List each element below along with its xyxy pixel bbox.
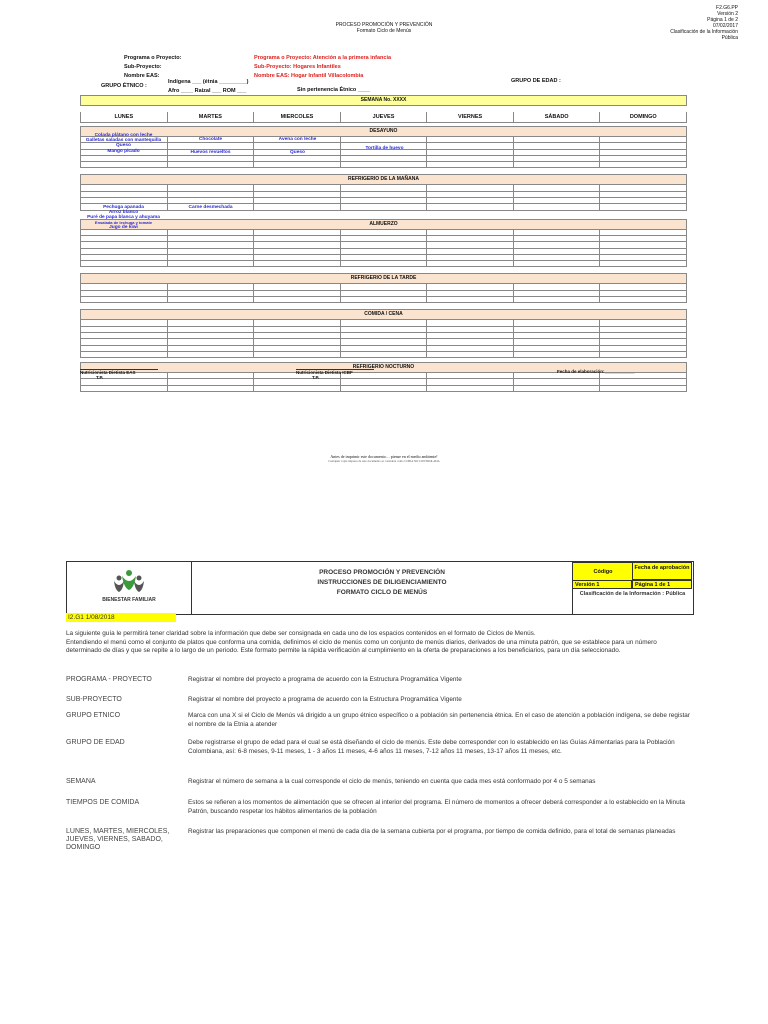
- menu-cell[interactable]: [600, 204, 687, 210]
- menu-cell[interactable]: [168, 297, 255, 303]
- version-cell: Versión 1: [572, 580, 632, 589]
- instructions-title1: PROCESO PROMOCIÓN Y PREVENCIÓN: [319, 569, 445, 576]
- menu-cell[interactable]: [81, 352, 168, 358]
- instruction-label: GRUPO ETNICO: [66, 712, 121, 719]
- signature-nutricionista-eas: [80, 369, 158, 380]
- doc-code: F2.G6.PP: [716, 5, 738, 11]
- instruction-label: LUNES, MARTES, MIERCOLES, JUEVES, VIERNES, SABADO, DOMINGO: [66, 828, 170, 851]
- menu-entry[interactable]: Carne desmechada: [188, 205, 233, 210]
- subproyecto-value[interactable]: Sub-Proyecto: Hogares Infantiles: [254, 64, 341, 70]
- nombre-eas-label: Nombre EAS:: [124, 73, 160, 79]
- semana-header: SEMANA No. XXXX: [80, 95, 687, 106]
- menu-cell[interactable]: [254, 386, 341, 392]
- instructions-titles: [192, 568, 572, 598]
- almuerzo-rows: [80, 230, 687, 268]
- menu-entry[interactable]: Queso: [290, 150, 305, 155]
- instruction-text: Registrar el nombre del proyecto a programa de acuerdo con la Estructura Programática Vigente: [188, 676, 462, 683]
- menu-cell[interactable]: [427, 204, 514, 210]
- environment-note-line2: Cualquier copia impresa de este documento se considera como COPIA NO CONTROLADA: [328, 459, 440, 463]
- document-header: [0, 22, 768, 34]
- sin-pertenencia-field[interactable]: Sin pertenencia Étnico ____: [297, 87, 371, 93]
- menu-entry[interactable]: Tortilla de huevo: [365, 146, 404, 151]
- instruction-text: Registrar las preparaciones que componen el menú de cada día de la semana cubierta por el programa, por tiempo de comida definido, para el total de semanas planeadas: [188, 828, 676, 835]
- menu-entry[interactable]: Galletas saladas con mantequilla: [85, 138, 162, 144]
- menu-cell[interactable]: [514, 386, 601, 392]
- menu-cell[interactable]: [427, 261, 514, 267]
- instruction-label: SEMANA: [66, 778, 96, 785]
- signature-label: Nutricionista Dietista EAS: [80, 370, 136, 375]
- menu-cell[interactable]: [600, 297, 687, 303]
- doc-public: Pública: [721, 35, 738, 41]
- menu-entry[interactable]: Jugo de kiwi: [109, 225, 138, 230]
- instructions-intro: [66, 630, 692, 656]
- day-header: SÁBADO: [514, 112, 601, 123]
- menu-cell[interactable]: [341, 204, 428, 210]
- fecha-aprobacion-cell: Fecha de aprobación: [632, 562, 692, 580]
- org-name: BIENESTAR FAMILIAR: [102, 597, 156, 603]
- refrigerio-tarde-rows: [80, 284, 687, 303]
- instruction-text: Debe registrarse el grupo de edad para el cual se está diseñando el ciclo de menús. Este debe corresponder con lo establecido en las Guías Alimentarias para la Población Colombiana, así: 6-8 meses, 9-11 meses, 1 - 3 años 11 meses, 4-6 años 11 meses, 7-12 años 11 meses, 13-17 años 11 meses, etc.: [188, 739, 675, 755]
- clasificacion-cell: Clasificación de la Información : Pública: [579, 591, 686, 597]
- band-refrigerio-tarde: REFRIGERIO DE LA TARDE: [80, 273, 687, 284]
- instruction-label: PROGRAMA - PROYECTO: [66, 676, 152, 683]
- subproyecto-label: Sub-Proyecto:: [124, 64, 162, 70]
- instruction-text: Estos se refieren a los momentos de alimentación que se ofrecen al interior del programa. El número de momentos a ofrecer deberá corresponder a lo establecido en la Minuta Patrón, buscando respetar los hábitos alimentarios de la población: [188, 799, 685, 815]
- instruction-label: TIEMPOS DE COMIDA: [66, 799, 140, 806]
- menu-entry[interactable]: Avena con leche: [278, 137, 317, 142]
- menu-cell[interactable]: [514, 297, 601, 303]
- doc-classification: Clasificación de la Información: [670, 29, 738, 35]
- instruction-text: Registrar el nombre del proyecto a programa de acuerdo con la Estructura Programática Vigente: [188, 696, 462, 703]
- programa-value[interactable]: Programa o Proyecto: Atención a la primera infancia: [254, 55, 392, 61]
- code-badge: I2.G1 1/08/2018: [66, 613, 176, 622]
- table-row: [81, 386, 687, 392]
- desayuno-jueves-entries: [341, 146, 428, 151]
- intro-paragraph: Entendiendo el menú como el conjunto de platos que conforma una comida, definimos el ciclo de menús como un conjunto de menús diarios, derivados de una minuta patrón, que se establece para un número determinado de días y que se repite a lo largo de un periodo. Este formato permite la rápida verificación al cumplimiento en la oferta de preparaciones a los beneficiarios, para un día seleccionado.: [66, 638, 657, 655]
- menu-entry[interactable]: Ensalada de lechuga y tomate: [94, 220, 153, 225]
- pagina-cell: Página 1 de 1: [632, 580, 692, 589]
- menu-cell[interactable]: [168, 162, 255, 168]
- menu-cell[interactable]: [514, 261, 601, 267]
- instruction-text: Marca con una X si el Ciclo de Menús vá dirigido a un grupo étnico específico o a población sin pertenencia étnica. En el caso de atención a población indígena, se debe registar el nombre de la Etnia a atender: [188, 712, 690, 728]
- programa-label: Programa o Proyecto:: [124, 55, 182, 61]
- menu-cell[interactable]: [514, 204, 601, 210]
- icbf-logo: [67, 562, 192, 614]
- icbf-logo-icon: [67, 562, 191, 614]
- menu-cell[interactable]: [600, 386, 687, 392]
- day-header: JUEVES: [341, 112, 428, 123]
- menu-cell[interactable]: [341, 297, 428, 303]
- form-values: [254, 54, 391, 81]
- environment-note-line1: Antes de imprimir este documento… piense en el medio ambiente!: [330, 454, 438, 459]
- menu-cell[interactable]: [81, 162, 168, 168]
- instruction-label: GRUPO DE EDAD: [66, 739, 125, 746]
- day-header: DOMINGO: [600, 112, 687, 123]
- menu-cell[interactable]: [600, 352, 687, 358]
- grupo-etnico-label: GRUPO ÉTNICO :: [101, 83, 147, 89]
- afro-raizal-rom-field[interactable]: Afro ____ Raizal ___ ROM ___: [168, 88, 247, 94]
- band-refrigerio-manana: REFRIGERIO DE LA MAÑANA: [80, 174, 687, 185]
- fecha-elaboracion[interactable]: Fecha de elaboración:____________: [557, 369, 635, 374]
- menu-cell[interactable]: [168, 261, 255, 267]
- menu-entry[interactable]: Colada plátano con leche: [94, 133, 153, 138]
- menu-cell[interactable]: [81, 297, 168, 303]
- day-header: MIERCOLES: [254, 112, 341, 123]
- day-header: LUNES: [81, 112, 168, 123]
- document-subtitle: Formato Ciclo de Menús: [356, 28, 412, 34]
- table-row: [81, 162, 687, 168]
- menu-entry[interactable]: Puré de papa blanca y ahuyama: [87, 215, 160, 220]
- menu-cell[interactable]: [341, 162, 428, 168]
- refrigerio-nocturno-rows: [80, 373, 687, 392]
- desayuno-lunes-entries: [80, 133, 167, 154]
- menu-cell[interactable]: [168, 386, 255, 392]
- menu-cell[interactable]: [254, 297, 341, 303]
- menu-cell[interactable]: [427, 297, 514, 303]
- menu-cell[interactable]: [600, 162, 687, 168]
- menu-cell[interactable]: [168, 352, 255, 358]
- menu-cell[interactable]: [254, 204, 341, 210]
- menu-entry[interactable]: Huevos revueltos: [190, 150, 231, 155]
- days-header-row: [80, 112, 687, 123]
- doc-page: Página 1 de 2: [707, 17, 738, 23]
- doc-date: 07/02/2017: [712, 23, 738, 29]
- grupo-etnico-options: [168, 78, 248, 96]
- menu-cell[interactable]: [81, 261, 168, 267]
- almuerzo-lunes-entries: [80, 205, 167, 230]
- band-refrigerio-nocturno: REFRIGERIO NOCTURNO: [80, 362, 687, 373]
- desayuno-miercoles-entries: [254, 133, 341, 159]
- menu-cell[interactable]: [427, 352, 514, 358]
- environment-note: [0, 454, 768, 463]
- desayuno-martes-entries: [167, 133, 254, 159]
- menu-entry[interactable]: Queso: [116, 143, 131, 149]
- menu-cell[interactable]: [514, 352, 601, 358]
- menu-cell[interactable]: [600, 261, 687, 267]
- menu-cell[interactable]: [341, 261, 428, 267]
- instructions-header: [66, 561, 694, 615]
- table-row: [81, 261, 687, 267]
- menu-entry[interactable]: Chocolate: [198, 137, 223, 142]
- table-row: [81, 352, 687, 358]
- menu-entry[interactable]: Arroz blanco: [108, 210, 139, 215]
- menu-cell[interactable]: [254, 352, 341, 358]
- nombre-eas-value[interactable]: Nombre EAS: Hogar Infantil Villacolombia: [254, 73, 364, 79]
- signature-nutricionista-icbf: [296, 369, 374, 380]
- menu-entry[interactable]: Pechuga apanada: [103, 205, 144, 210]
- menu-cell[interactable]: [427, 386, 514, 392]
- band-desayuno: DESAYUNO: [80, 126, 687, 137]
- document-title: PROCESO PROMOCIÓN Y PREVENCIÓN: [335, 22, 433, 28]
- signature-label: Nutricionista Dietista ICBF: [296, 370, 353, 375]
- indigena-field[interactable]: Indígena ___ (étnia _________): [168, 79, 249, 85]
- codigo-cell: Código: [572, 562, 634, 582]
- menu-cell[interactable]: [514, 162, 601, 168]
- menu-cell[interactable]: [81, 386, 168, 392]
- almuerzo-martes-entries: [167, 205, 254, 210]
- band-comida: COMIDA / CENA: [80, 309, 687, 320]
- document-meta: [670, 5, 738, 41]
- instructions-title3: FORMATO CICLO DE MENÚS: [336, 589, 428, 596]
- instruction-label: SUB-PROYECTO: [66, 696, 122, 703]
- menu-cell[interactable]: [254, 261, 341, 267]
- instruction-text: Registrar el número de semana a la cual corresponde el ciclo de menús, teniendo en cuenta que cada mes está conformado por 4 o 5 semanas: [188, 778, 596, 785]
- form-labels: [124, 54, 181, 81]
- grupo-edad-label: GRUPO DE EDAD :: [511, 78, 561, 84]
- menu-cell[interactable]: [341, 386, 428, 392]
- day-header: VIERNES: [427, 112, 514, 123]
- comida-rows: [80, 320, 687, 358]
- tp-label: T.P.: [312, 375, 320, 380]
- menu-entry[interactable]: Mango picado: [107, 148, 140, 154]
- menu-cell[interactable]: [341, 352, 428, 358]
- tp-label: T.P.: [96, 375, 104, 380]
- intro-paragraph: La siguiente guía le permitirá tener claridad sobre la información que debe ser consignada en cada uno de los espacios contenidos en el formato de Ciclos de Menús.: [66, 630, 536, 637]
- instructions-title2: INSTRUCCIONES DE DILIGENCIAMIENTO: [317, 579, 447, 586]
- band-almuerzo: ALMUERZO: [80, 219, 687, 230]
- table-row: [81, 297, 687, 303]
- menu-cell[interactable]: [254, 162, 341, 168]
- day-header: MARTES: [168, 112, 255, 123]
- menu-cell[interactable]: [427, 162, 514, 168]
- doc-version: Versión 2: [717, 11, 738, 17]
